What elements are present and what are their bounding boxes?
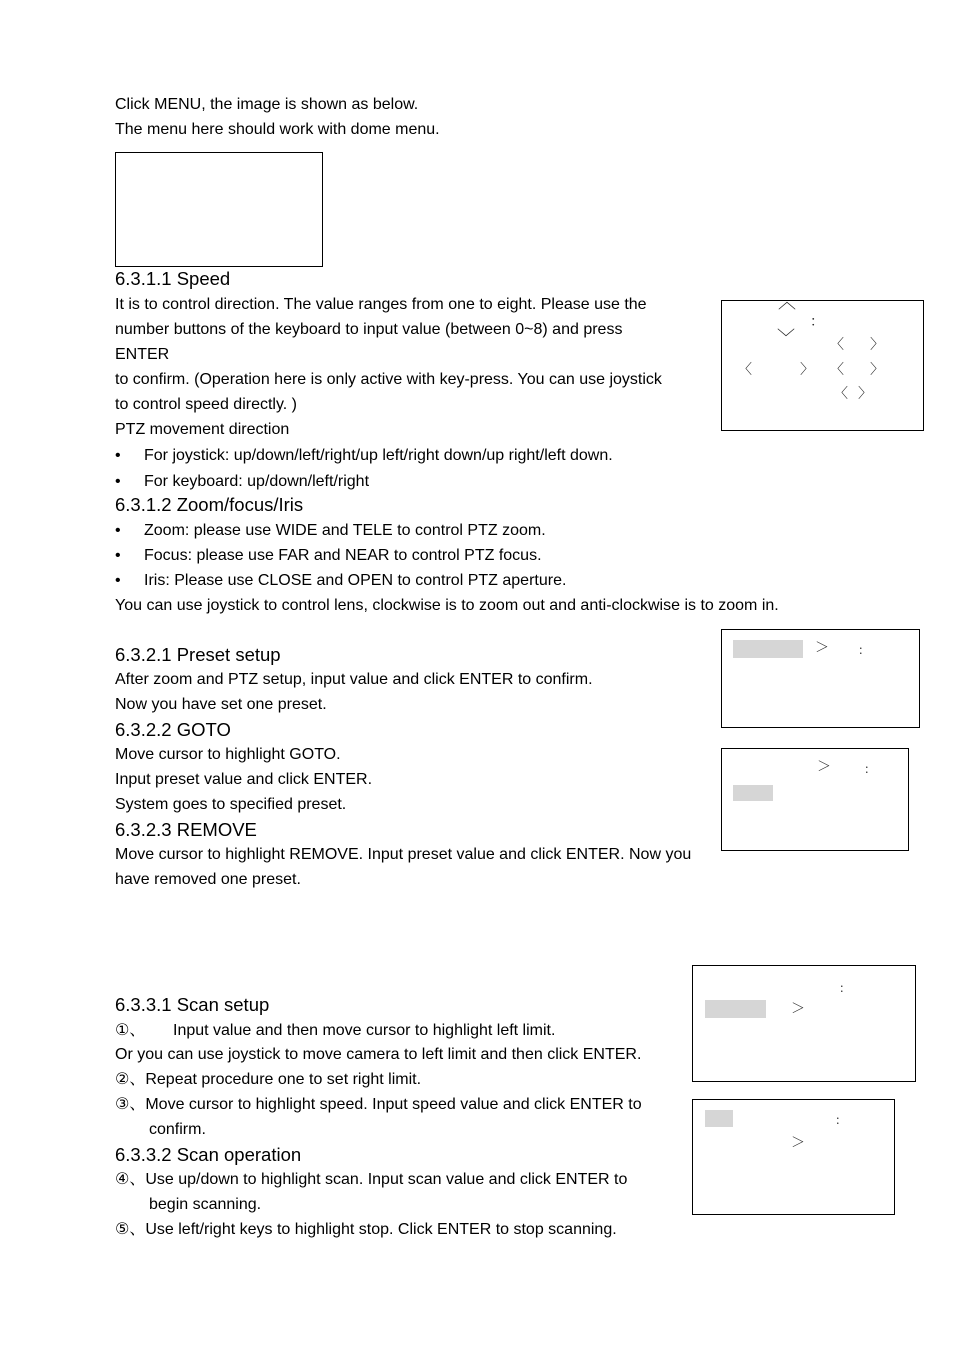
speed-paragraph-2: number buttons of the keyboard to input value (between 0~8) and press xyxy=(115,321,623,338)
scan-operation-heading: 6.3.3.2 Scan operation xyxy=(115,1144,302,1165)
preset-paragraph-1: After zoom and PTZ setup, input value and click ENTER to confirm. xyxy=(115,671,593,688)
zoom-heading: 6.3.1.2 Zoom/focus/Iris xyxy=(115,494,304,515)
menu-image-placeholder xyxy=(115,152,323,267)
scan-step-5: ⑤、Use left/right keys to highlight stop. Click ENTER to stop scanning. xyxy=(115,1221,617,1238)
bracket-right-icon: 〉 xyxy=(870,337,884,353)
scan-setup-heading: 6.3.3.1 Scan setup xyxy=(115,994,270,1015)
bracket-left-icon: 〈 xyxy=(830,362,844,378)
intro-line-2: The menu here should work with dome menu. xyxy=(115,121,440,138)
preset-menu-highlight xyxy=(733,640,803,658)
scan-operation-menu-highlight xyxy=(705,1110,733,1127)
speed-paragraph-6: PTZ movement direction xyxy=(115,421,290,438)
goto-heading: 6.3.2.2 GOTO xyxy=(115,719,231,740)
speed-bullet-2: • For keyboard: up/down/left/right xyxy=(115,473,370,490)
scan-step-4-cont: begin scanning. xyxy=(149,1196,262,1213)
scan-setup-menu-panel xyxy=(692,965,916,1082)
panel-colon: ： xyxy=(839,981,852,995)
scan-step-1: ①、 Input value and then move cursor to highlight left limit. xyxy=(115,1022,556,1039)
speed-paragraph-5: to control speed directly. ) xyxy=(115,396,298,413)
goto-menu-panel xyxy=(721,748,909,851)
scan-step-1-alt: Or you can use joystick to move camera to left limit and then click ENTER. xyxy=(115,1046,642,1063)
preset-paragraph-2: Now you have set one preset. xyxy=(115,696,327,713)
bracket-right-icon: 〉 xyxy=(858,386,872,402)
bracket-left-icon: 〈 xyxy=(834,386,848,402)
panel-colon: ： xyxy=(864,762,877,776)
speed-paragraph-4: to confirm. (Operation here is only active with key-press. You can use joystick xyxy=(115,371,662,388)
remove-paragraph-1: Move cursor to highlight REMOVE. Input preset value and click ENTER. Now you xyxy=(115,846,692,863)
intro-line-1: Click MENU, the image is shown as below. xyxy=(115,96,419,113)
zoom-bullet-3: • Iris: Please use CLOSE and OPEN to control PTZ aperture. xyxy=(115,572,567,589)
panel-arrow-icon: ＞ xyxy=(817,759,831,775)
zoom-bullet-2: • Focus: please use FAR and NEAR to control PTZ focus. xyxy=(115,547,542,564)
bracket-left-icon: 〈 xyxy=(830,337,844,353)
speed-paragraph-1: It is to control direction. The value ranges from one to eight. Please use the xyxy=(115,296,647,313)
remove-paragraph-2: have removed one preset. xyxy=(115,871,301,888)
bracket-right-icon: 〉 xyxy=(870,362,884,378)
scan-step-3: ③、Move cursor to highlight speed. Input speed value and click ENTER to xyxy=(115,1096,642,1113)
scan-step-2: ②、Repeat procedure one to set right limit. xyxy=(115,1071,422,1088)
bracket-left-icon: 〈 xyxy=(738,362,752,378)
panel-colon: ： xyxy=(810,314,824,330)
zoom-bullet-1: • Zoom: please use WIDE and TELE to control PTZ zoom. xyxy=(115,522,546,539)
up-arrow-icon: ︿ xyxy=(778,292,796,313)
speed-menu-panel xyxy=(721,292,924,431)
zoom-note: You can use joystick to control lens, clockwise is to zoom out and anti-clockwise is to zoom in. xyxy=(115,597,779,614)
panel-arrow-icon: ＞ xyxy=(815,640,829,656)
goto-paragraph-3: System goes to specified preset. xyxy=(115,796,347,813)
panel-colon: ： xyxy=(858,643,871,657)
speed-heading: 6.3.1.1 Speed xyxy=(115,268,231,289)
down-arrow-icon: ﹀ xyxy=(777,328,795,349)
scan-step-4: ④、Use up/down to highlight scan. Input scan value and click ENTER to xyxy=(115,1171,628,1188)
panel-colon: ： xyxy=(835,1113,848,1127)
preset-heading: 6.3.2.1 Preset setup xyxy=(115,644,281,665)
panel-arrow-icon: ＞ xyxy=(791,1001,805,1017)
preset-menu-panel xyxy=(721,629,920,728)
goto-paragraph-2: Input preset value and click ENTER. xyxy=(115,771,373,788)
speed-bullet-1: • For joystick: up/down/left/right/up left/right down/up right/left down. xyxy=(115,447,613,464)
bracket-right-icon: 〉 xyxy=(800,362,814,378)
scan-step-3-cont: confirm. xyxy=(149,1121,206,1138)
goto-menu-highlight xyxy=(733,785,773,801)
goto-paragraph-1: Move cursor to highlight GOTO. xyxy=(115,746,341,763)
scan-operation-menu-panel xyxy=(692,1099,895,1215)
scan-setup-menu-highlight xyxy=(705,1000,766,1018)
speed-paragraph-3: ENTER xyxy=(115,346,170,363)
remove-heading: 6.3.2.3 REMOVE xyxy=(115,819,257,840)
panel-arrow-icon: ＞ xyxy=(791,1135,805,1151)
